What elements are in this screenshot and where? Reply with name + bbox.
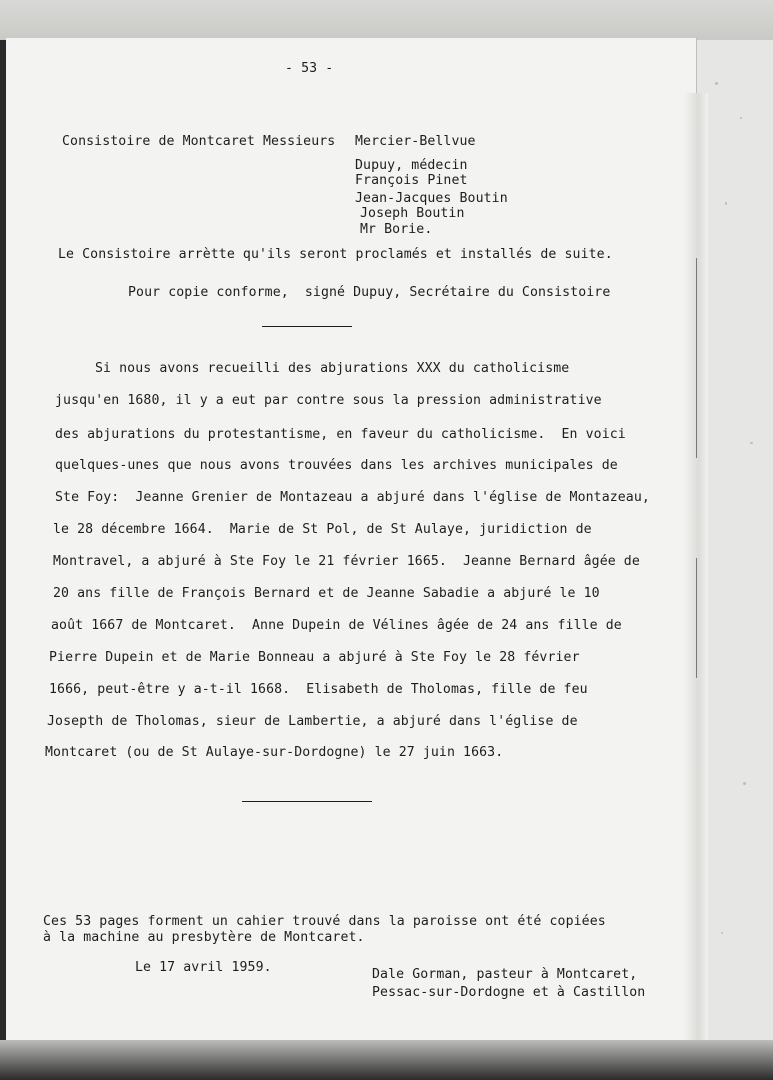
signature-line: Pessac-sur-Dordogne et à Castillon (372, 985, 646, 1000)
closing-line: à la machine au presbytère de Montcaret. (43, 930, 365, 945)
consistory-heading: Consistoire de Montcaret Messieurs (62, 134, 336, 149)
document-page (6, 38, 696, 1043)
scan-top-edge (0, 0, 773, 40)
page-number: - 53 - (285, 61, 334, 76)
member-name: Joseph Boutin (360, 206, 465, 221)
signature-line: Dale Gorman, pasteur à Montcaret, (372, 967, 638, 982)
paragraph-line: Pierre Dupein et de Marie Bonneau a abjuré à Ste Foy le 28 février (49, 650, 580, 665)
paragraph-line: Ste Foy: Jeanne Grenier de Montazeau a abjuré dans l'église de Montazeau, (55, 490, 650, 505)
member-name: Dupuy, médecin (355, 158, 468, 173)
copy-note: Pour copie conforme, signé Dupuy, Secrétaire du Consistoire (128, 285, 611, 300)
paragraph-line: le 28 décembre 1664. Marie de St Pol, de St Aulaye, juridiction de (53, 522, 592, 537)
paragraph-line: Montcaret (ou de St Aulaye-sur-Dordogne) le 27 juin 1663. (45, 745, 504, 760)
paragraph-line: des abjurations du protestantisme, en faveur du catholicisme. En voici (55, 427, 626, 442)
scan-bottom-edge (0, 1040, 773, 1080)
paragraph-line: 1666, peut-être y a-t-il 1668. Elisabeth de Tholomas, fille de feu (49, 682, 588, 697)
member-name: François Pinet (355, 173, 468, 188)
paragraph-line: Montravel, a abjuré à Ste Foy le 21 février 1665. Jeanne Bernard âgée de (53, 554, 640, 569)
paragraph-line: Si nous avons recueilli des abjurations XXX du catholicisme (95, 361, 570, 376)
document-date: Le 17 avril 1959. (135, 960, 272, 975)
fold-crease (696, 558, 707, 678)
paragraph-line: 20 ans fille de François Bernard et de Jeanne Sabadie a abjuré le 10 (53, 586, 600, 601)
member-name: Mr Borie. (360, 222, 433, 237)
paragraph-line: Josepth de Tholomas, sieur de Lambertie, a abjuré dans l'église de (47, 714, 578, 729)
paragraph-line: août 1667 de Montcaret. Anne Dupein de Vélines âgée de 24 ans fille de (51, 618, 622, 633)
closing-line: Ces 53 pages forment un cahier trouvé dans la paroisse ont été copiées (43, 914, 606, 929)
paragraph-line: quelques-unes que nous avons trouvées dans les archives municipales de (55, 458, 618, 473)
paragraph-line: jusqu'en 1680, il y a eut par contre sous la pression administrative (55, 393, 602, 408)
consistory-decision: Le Consistoire arrètte qu'ils seront proclamés et installés de suite. (58, 247, 613, 262)
separator-rule (242, 801, 372, 802)
member-name: Mercier-Bellvue (355, 134, 476, 149)
member-name: Jean-Jacques Boutin (355, 191, 508, 206)
separator-rule (262, 326, 352, 327)
fold-crease (696, 258, 707, 458)
